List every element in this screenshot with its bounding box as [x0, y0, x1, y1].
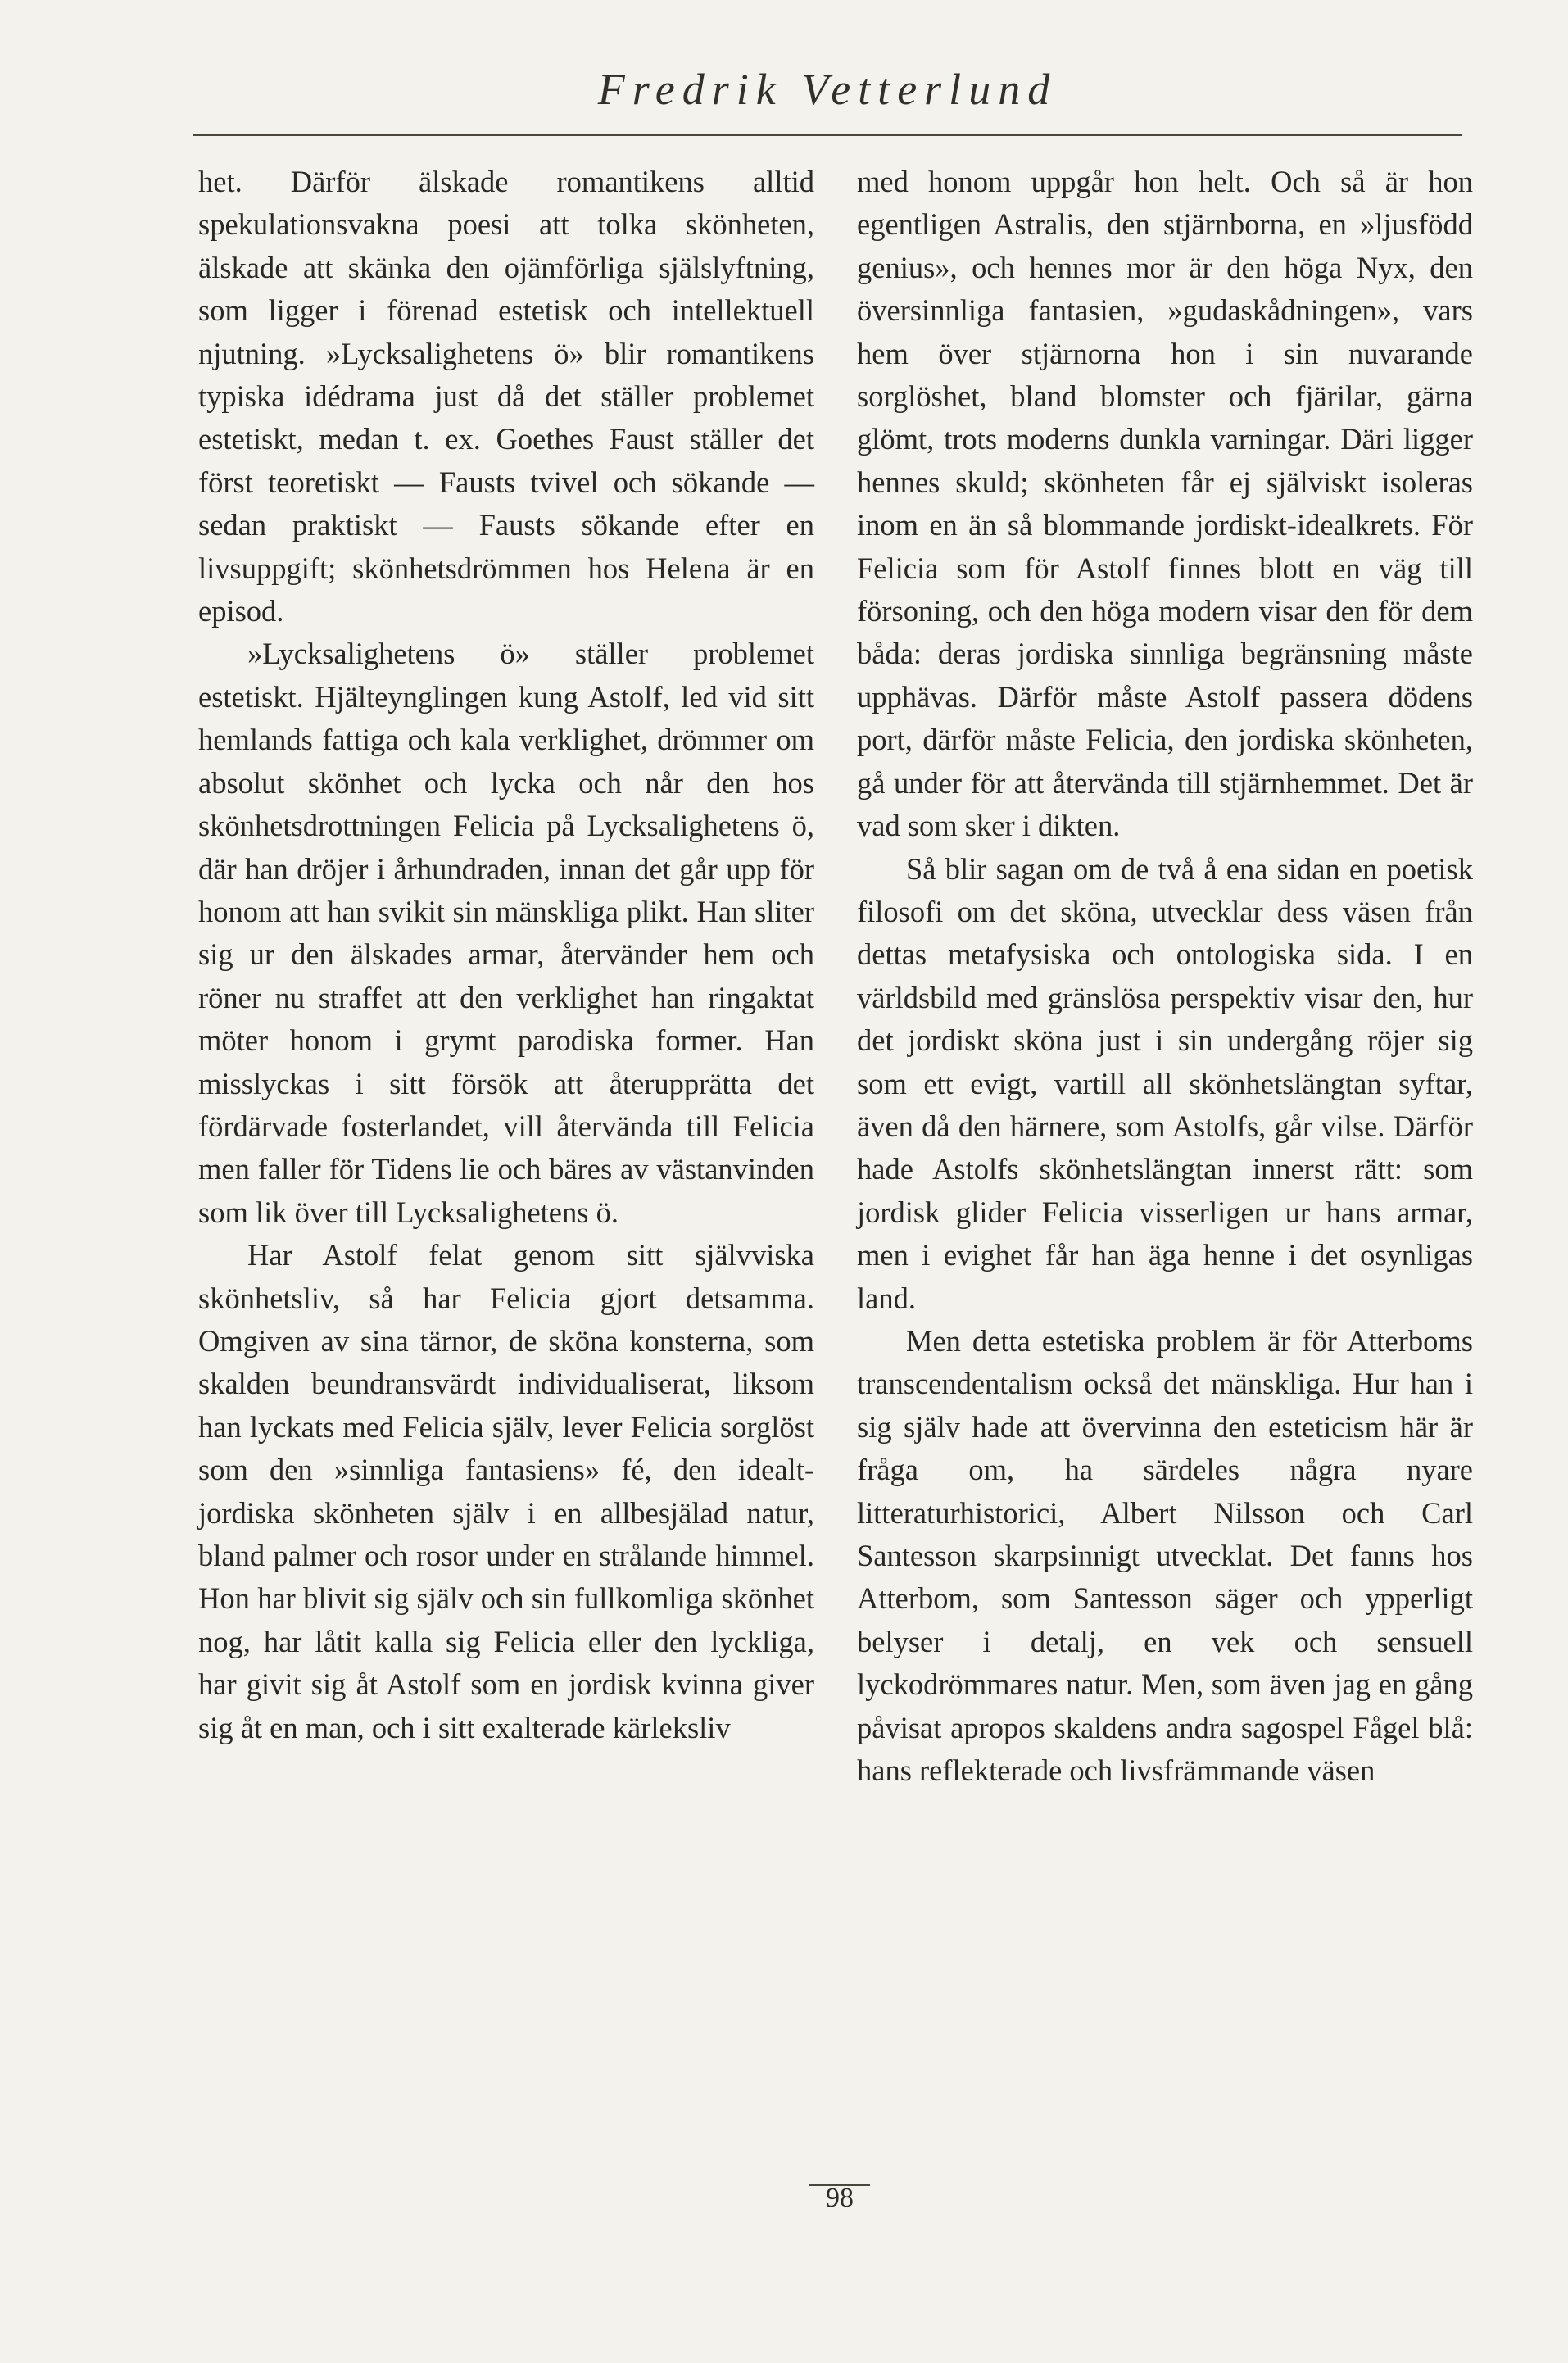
right-paragraph-3: Men detta estetiska problem är för Atterboms transcendentalism också det mänskliga. Hur han i sig själv hade att övervinna den esteticism här är fråga om, ha särdeles några nyare litteraturhistorici, Albert Nilsson och Carl Santesson skarpsinnigt utvecklat. Det fanns hos Atterbom, som Santesson säger och ypperligt belyser i detalj, en vek och sensuell lyckodrömmares natur. Men, som även jag en gång påvisat apropos skaldens andra sagospel Fågel blå: hans reflekterade och livsfrämmande väsen — [857, 1323, 1473, 1788]
running-head-author: Fredrik Vetterlund — [597, 65, 1058, 114]
right-paragraph-2: Så blir sagan om de två å ena sidan en poetisk filosofi om det sköna, utvecklar dess väsen från dettas metafysiska och ontologiska sida. I en världsbild med gränslösa perspektiv visar den, hur det jordiskt sköna just i sin undergång röjer sig som ett evigt, vartill all skönhetslängtan syftar, även då den härnere, som Astolfs, går vilse. Därför hade Astolfs skönhetslängtan innerst rätt: som jordisk glider Felicia visserligen ur hans armar, men i evighet får han äga henne i det osynligas land. — [857, 851, 1473, 1315]
left-text-column — [198, 161, 814, 1749]
right-paragraph-1: med honom uppgår hon helt. Och så är hon egentligen Astralis, den stjärnborna, en »ljusfödd genius», och hennes mor är den höga Nyx, den översinnliga fantasien, »gudaskådningen», vars hem över stjärnorna hon i sin nuvarande sorglöshet, bland blomster och fjärilar, gärna glömt, trots moderns dunkla varningar. Däri ligger hennes skuld; skönheten får ej själviskt isoleras inom en än så blommande jordiskt-idealkrets. För Felicia som för Astolf finnes blott en väg till försoning, och den höga modern visar den för dem båda: deras jordiska sinnliga begränsning måste upphävas. Därför måste Astolf passera dödens port, därför måste Felicia, den jordiska skönheten, gå under för att återvända till stjärnhemmet. Det är vad som sker i dikten. — [857, 165, 1473, 843]
page-number: 98 — [826, 2183, 854, 2213]
header-rule — [193, 134, 1462, 136]
left-paragraph-3: Har Astolf felat genom sitt självviska skönhetsliv, så har Felicia gjort detsamma. Omgiven av sina tärnor, de sköna konsterna, som skalden beundransvärdt individualiserat, liksom han lyckats med Felicia själv, lever Felicia sorglöst som den »sinnliga fantasiens» fé, den idealt-jordiska skönheten själv i en allbesjälad natur, bland palmer och rosor under en strålande himmel. Hon har blivit sig själv och sin fullkomliga skönhet nog, har låtit kalla sig Felicia eller den lyckliga, har givit sig åt Astolf som en jordisk kvinna giver sig åt en man, och i sitt exalterade kärleksliv — [198, 1238, 814, 1744]
right-text-column — [857, 161, 1473, 1792]
left-paragraph-2: »Lycksalighetens ö» ställer problemet estetiskt. Hjälteynglingen kung Astolf, led vid sitt hemlands fattiga och kala verklighet, drömmer om absolut skönhet och lycka och når den hos skönhetsdrottningen Felicia på Lycksalighetens ö, där han dröjer i århundraden, innan det går upp för honom att han svikit sin mänskliga plikt. Han sliter sig ur den älskades armar, återvänder hem och röner nu straffet att den verklighet han ringaktat möter honom i grymt parodiska former. Han misslyckas i sitt försök att återupprätta det fördärvade fosterlandet, vill återvända till Felicia men faller för Tidens lie och bäres av västanvinden som lik över till Lycksalighetens ö. — [198, 637, 814, 1229]
left-paragraph-1: het. Därför älskade romantikens alltid spekulationsvakna poesi att tolka skönheten, älskade att skänka den ojämförliga själslyftning, som ligger i förenad estetisk och intellektuell njutning. »Lycksalighetens ö» blir romantikens typiska idédrama just då det ställer problemet estetiskt, medan t. ex. Goethes Faust ställer det först teoretiskt — Fausts tvivel och sökande — sedan praktiskt — Fausts sökande efter en livsuppgift; skönhetsdrömmen hos Helena är en episod. — [198, 165, 814, 628]
